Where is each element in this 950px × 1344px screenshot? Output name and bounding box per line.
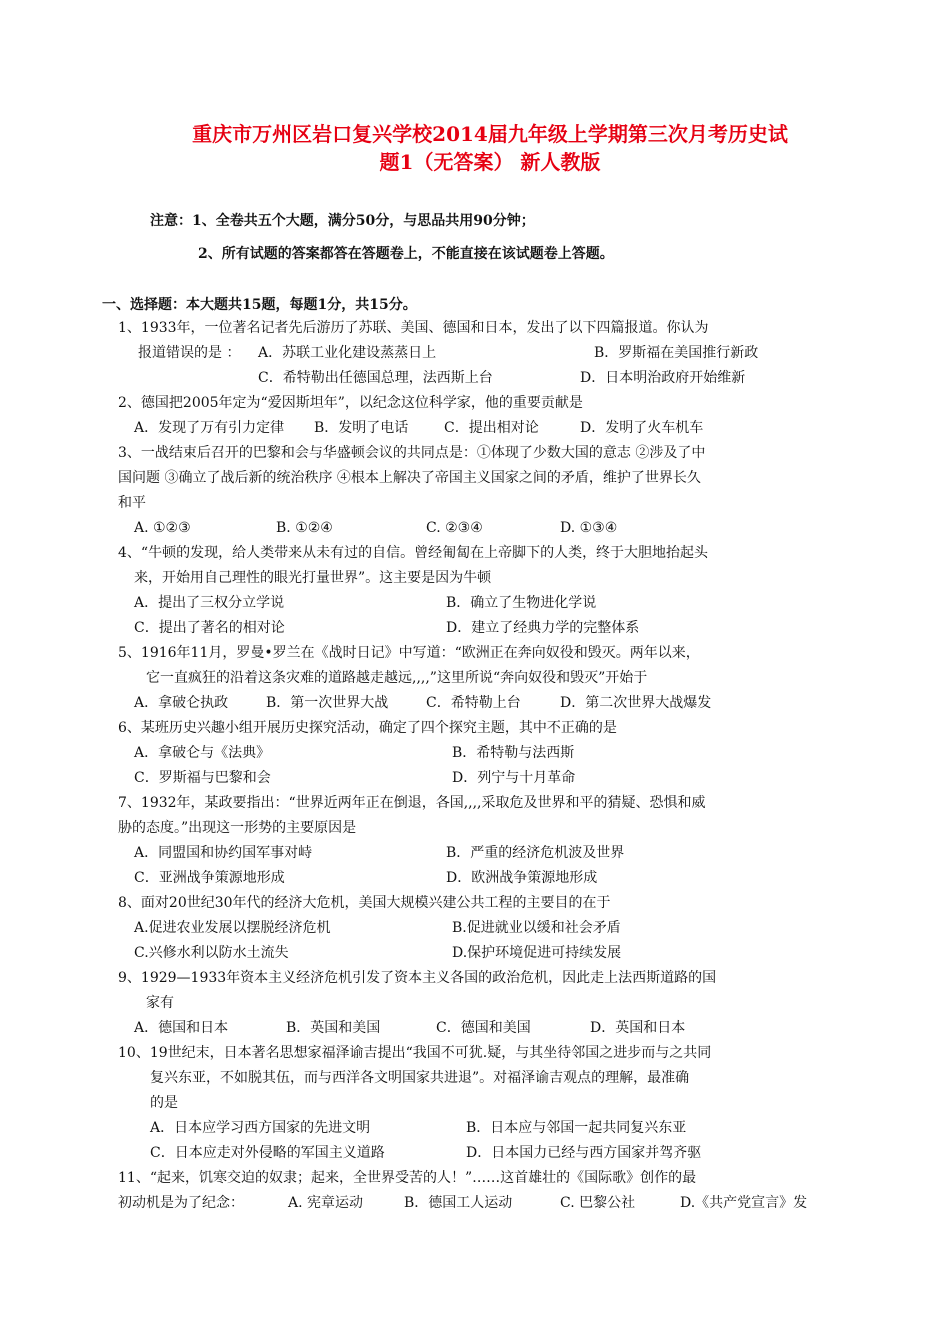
question-stem: 报道错误的是 ： (138, 345, 241, 361)
question-stem: 国问题 ③确立了战后新的统治秩序 ④根本上解决了帝国主义国家之间的矛盾，维护了世界长久 (118, 470, 701, 486)
question-stem: 6、某班历史兴趣小组开展历史探究活动，确定了四个探究主题，其中不正确的是 (118, 720, 617, 736)
title-line-1: 重庆市万州区岩口复兴学校2014届九年级上学期第三次月考历史试 (192, 122, 788, 146)
option-d: D. ①③④ (560, 520, 618, 536)
option-d: D．英国和日本 (590, 1020, 686, 1036)
option-d: D．发明了火车机车 (580, 420, 704, 436)
title-line-2: 题1（无答案） 新人教版 (379, 150, 601, 174)
question-stem: 初动机是为了纪念： (118, 1195, 244, 1211)
option-b: B．严重的经济危机波及世界 (446, 845, 625, 861)
option-a: A．苏联工业化建设蒸蒸日上 (258, 345, 437, 361)
question-stem: 2、德国把2005年定为“爱因斯坦年”，以纪念这位科学家，他的重要贡献是 (118, 395, 583, 411)
question-stem: 它一直疯狂的沿着这条灾难的道路越走越远,,,,”这里所说“奔向奴役和毁灭”开始于 (146, 670, 648, 686)
question-stem: 4、“牛顿的发现，给人类带来从未有过的自信。曾经匍匐在上帝脚下的人类，终于大胆地抬起头 (118, 545, 709, 561)
option-c: C. ②③④ (426, 520, 483, 536)
question-stem: 7、1932年，某政要指出：“世界近两年正在倒退，各国,,,,采取危及世界和平的猜疑、恐惧和威 (118, 795, 706, 811)
option-b: B．英国和美国 (286, 1020, 381, 1036)
option-b: B．罗斯福在美国推行新政 (594, 345, 759, 361)
option-b: B. ①②④ (276, 520, 333, 536)
option-c: C. 巴黎公社 (560, 1195, 636, 1211)
option-a: A.促进农业发展以摆脱经济危机 (134, 920, 331, 936)
option-a: A．德国和日本 (134, 1020, 229, 1036)
question-stem: 3、一战结束后召开的巴黎和会与华盛顿会议的共同点是：①体现了少数大国的意志 ②涉及了中 (118, 445, 706, 461)
question-stem: 8、面对20世纪30年代的经济大危机，美国大规模兴建公共工程的主要目的在于 (118, 895, 611, 911)
option-d: D．日本明治政府开始维新 (580, 370, 746, 386)
option-a: A. ①②③ (134, 520, 191, 536)
option-c: C．提出了著名的相对论 (134, 620, 285, 636)
option-a: A．发现了万有引力定律 (134, 420, 285, 436)
question-stem: 9、1929—1933年资本主义经济危机引发了资本主义各国的政治危机，因此走上法西斯道路的国 (118, 970, 717, 986)
option-d: D．欧洲战争策源地形成 (446, 870, 598, 886)
option-a: A．拿破仑执政 (134, 695, 229, 711)
option-c: C．亚洲战争策源地形成 (134, 870, 285, 886)
option-d: D．日本国力已经与西方国家并驾齐驱 (466, 1145, 702, 1161)
option-c: C．罗斯福与巴黎和会 (134, 770, 271, 786)
option-c: C．希特勒上台 (426, 695, 521, 711)
option-b: B．确立了生物进化学说 (446, 595, 597, 611)
option-a: A．日本应学习西方国家的先进文明 (150, 1120, 371, 1136)
option-d: D．第二次世界大战爆发 (560, 695, 712, 711)
question-stem: 复兴东亚，不如脱其伍，而与西洋各文明国家共进退”。对福泽谕吉观点的理解，最准确 (150, 1070, 690, 1086)
section-heading: 一、选择题：本大题共15题，每题1分，共15分。 (102, 297, 417, 313)
option-c: C．提出相对论 (444, 420, 539, 436)
notice-1: 注意：1、全卷共五个大题，满分50分，与思品共用90分钟； (150, 213, 535, 229)
option-b: B．德国工人运动 (404, 1195, 513, 1211)
option-d: D．列宁与十月革命 (452, 770, 576, 786)
option-c: C．希特勒出任德国总理，法西斯上台 (258, 370, 493, 386)
option-c: C．日本应走对外侵略的军国主义道路 (150, 1145, 385, 1161)
option-d: D.《共产党宣言》发 (680, 1195, 808, 1211)
option-a: A. 宪章运动 (288, 1195, 364, 1211)
question-stem: 家有 (146, 995, 174, 1011)
option-a: A．提出了三权分立学说 (134, 595, 285, 611)
option-b: B．第一次世界大战 (266, 695, 389, 711)
option-c: C.兴修水利以防水土流失 (134, 945, 289, 961)
option-b: B．希特勒与法西斯 (452, 745, 575, 761)
question-stem: 1、1933年，一位著名记者先后游历了苏联、美国、德国和日本，发出了以下四篇报道。你认为 (118, 320, 709, 336)
notice-2: 2、所有试题的答案都答在答题卷上，不能直接在该试题卷上答题。 (198, 246, 614, 262)
question-stem: 来，开始用自己理性的眼光打量世界”。这主要是因为牛顿 (134, 570, 492, 586)
option-b: B.促进就业以缓和社会矛盾 (452, 920, 621, 936)
option-a: A．拿破仑与《法典》 (134, 745, 271, 761)
question-stem: 11、“起来，饥寒交迫的奴隶；起来，全世界受苦的人！”……这首雄壮的《国际歌》创作的最 (118, 1170, 697, 1186)
option-d: D.保护环境促进可持续发展 (452, 945, 622, 961)
option-d: D．建立了经典力学的完整体系 (446, 620, 640, 636)
question-stem: 5、1916年11月，罗曼•罗兰在《战时日记》中写道：“欧洲正在奔向奴役和毁灭。两年以来， (118, 645, 700, 661)
question-stem: 和平 (118, 495, 146, 511)
question-stem: 的是 (150, 1095, 178, 1111)
option-a: A．同盟国和协约国军事对峙 (134, 845, 313, 861)
option-c: C．德国和美国 (436, 1020, 531, 1036)
option-b: B．日本应与邻国一起共同复兴东亚 (466, 1120, 687, 1136)
question-stem: 10、19世纪末，日本著名思想家福泽谕吉提出“我国不可犹.疑，与其坐待邻国之进步而与之共同 (118, 1045, 712, 1061)
question-stem: 胁的态度。”出现这一形势的主要原因是 (118, 820, 357, 836)
option-b: B．发明了电话 (314, 420, 409, 436)
